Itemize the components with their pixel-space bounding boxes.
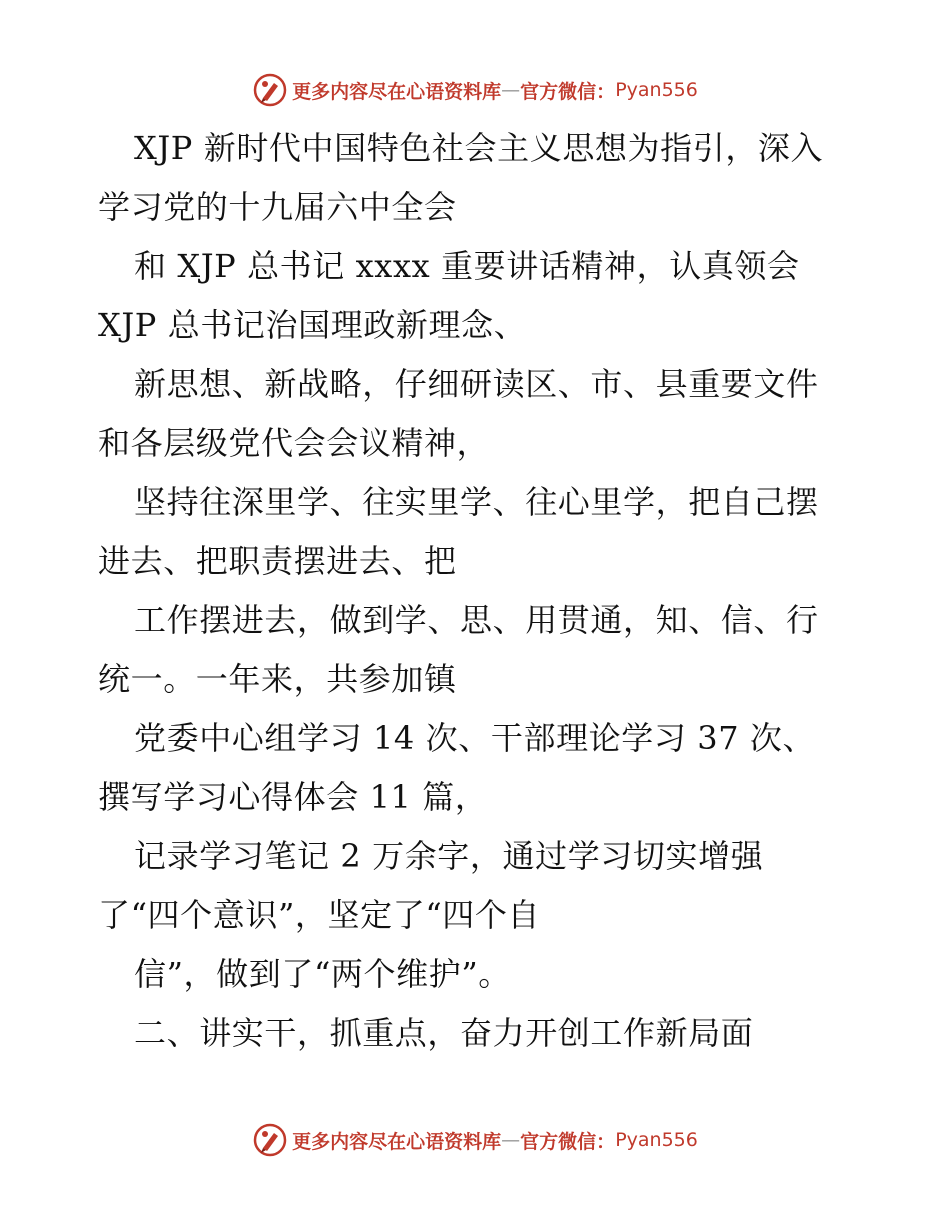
body-line-14: 了“四个意识”，坚定了“四个自 bbox=[98, 896, 541, 934]
body-line-11: 党委中心组学习 14 次、干部理论学习 37 次、 bbox=[134, 719, 816, 757]
pen-logo-icon bbox=[252, 1122, 288, 1158]
watermark-wechat-label: 官方微信： bbox=[520, 80, 616, 103]
pen-logo-icon bbox=[252, 72, 288, 108]
body-line-9: 工作摆进去，做到学、思、用贯通，知、信、行 bbox=[134, 601, 819, 639]
header-watermark bbox=[0, 70, 950, 110]
watermark-wechat-label: 官方微信： bbox=[520, 1130, 616, 1153]
body-line-13: 记录学习笔记 2 万余字，通过学习切实增强 bbox=[134, 837, 764, 875]
body-line-7: 坚持往深里学、往实里学、往心里学，把自己摆 bbox=[134, 483, 819, 521]
watermark-separator: — bbox=[501, 79, 521, 101]
body-line-8: 进去、把职责摆进去、把 bbox=[98, 542, 457, 580]
body-line-2: 学习党的十九届六中全会 bbox=[98, 188, 457, 226]
watermark-wechat-id: Pyan556 bbox=[615, 79, 698, 101]
body-line-4: XJP 总书记治国理政新理念、 bbox=[98, 306, 527, 344]
watermark-separator: — bbox=[501, 1129, 521, 1151]
body-line-12: 撰写学习心得体会 11 篇， bbox=[98, 778, 488, 816]
watermark-brand: 更多内容尽在心语资料库 bbox=[292, 80, 502, 103]
body-line-5: 新思想、新战略，仔细研读区、市、县重要文件 bbox=[134, 365, 819, 403]
body-line-15: 信”，做到了“两个维护”。 bbox=[134, 955, 511, 993]
section-heading: 二、讲实干，抓重点，奋力开创工作新局面 bbox=[134, 1014, 754, 1052]
document-body bbox=[98, 119, 858, 1063]
body-line-1: XJP 新时代中国特色社会主义思想为指引，深入 bbox=[134, 129, 824, 167]
watermark-brand: 更多内容尽在心语资料库 bbox=[292, 1130, 502, 1153]
footer-watermark bbox=[0, 1120, 950, 1160]
watermark-wechat-id: Pyan556 bbox=[615, 1129, 698, 1151]
body-line-10: 统一。一年来，共参加镇 bbox=[98, 660, 457, 698]
body-line-6: 和各层级党代会会议精神， bbox=[98, 424, 490, 462]
body-line-3: 和 XJP 总书记 xxxx 重要讲话精神，认真领会 bbox=[134, 247, 800, 285]
